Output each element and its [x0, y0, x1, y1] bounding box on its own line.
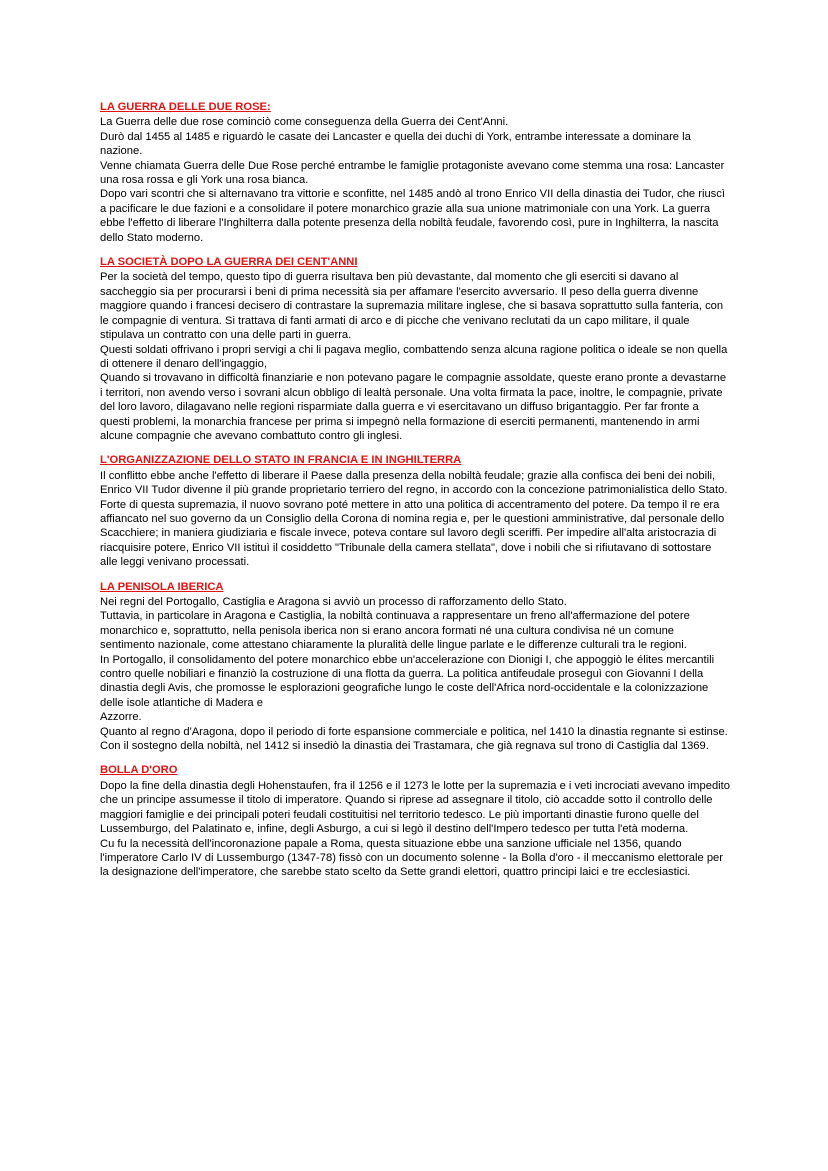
section-societa-dopo-guerra [100, 255, 730, 443]
document-page [100, 100, 730, 890]
paragraph: Tuttavia, in particolare in Aragona e Castiglia, la nobiltà continuava a rappresentare un freno all'affermazione del potere monarchico e, soprattutto, nella penisola iberica non si erano ancora formati né una cultura condivisa né un comune sentimento nazionale, come attestano chiaramente la pluralità delle lingue parlate e le differenze culturali tra le regioni. [100, 610, 690, 652]
section-bolla-doro [100, 763, 730, 879]
paragraph: Dopo la fine della dinastia degli Hohenstaufen, fra il 1256 e il 1273 le lotte per la supremazia e i veti incrociati avevano impedito che un principe assumesse il titolo di imperatore. Quando si riprese ad assegnare il titolo, ciò accadde sotto il controllo delle maggiori famiglie e dei principali poteri feudali costituitisi nel territorio tedesco. Le più importanti dinastie furono quelle del Lussemburgo, del Palatinato e, infine, degli Asburgo, a cui si legò il destino dell'Impero tedesco per tutta l'età moderna. [100, 779, 730, 836]
section-heading: LA GUERRA DELLE DUE ROSE: [100, 101, 271, 113]
paragraph: Quanto al regno d'Aragona, dopo il periodo di forte espansione commerciale e politica, nel 1410 la dinastia regnante si estinse. Con il sostegno della nobiltà, nel 1412 si insediò la dinastia dei Trastamara, che già regnava sul trono di Castiglia dal 1369. [100, 725, 728, 753]
section-guerra-due-rose [100, 100, 730, 245]
paragraph: Per la società del tempo, questo tipo di guerra risultava ben più devastante, dal momento che gli eserciti si davano al saccheggio sia per procurarsi i beni di prima necessità sia per affamare l'esercito avversario. Il peso della guerra divenne maggiore quando i francesi decisero di contrastare la supremazia militare inglese, che si basava soprattutto sulla fanteria, con le compagnie di ventura. Si trattava di fanti armati di arco e di picche che venivano reclutati da un capo militare, il quale stipulava un contratto con una delle parti in guerra. [100, 271, 724, 342]
paragraph: Azzorre. [100, 711, 142, 724]
paragraph: Venne chiamata Guerra delle Due Rose perché entrambe le famiglie protagoniste avevano come stemma una rosa: Lancaster una rosa rossa e gli York una rosa bianca. [100, 159, 725, 187]
paragraph: Il conflitto ebbe anche l'effetto di liberare il Paese dalla presenza della nobiltà feudale; grazie alla confisca dei beni dei nobili, Enrico VII Tudor divenne il più grande proprietario terriero del regno, in accordo con la concezione patrimonialistica dello Stato. [100, 469, 728, 497]
section-heading: L'ORGANIZZAZIONE DELLO STATO IN FRANCIA E IN INGHILTERRA [100, 454, 462, 467]
paragraph: Nei regni del Portogallo, Castiglia e Aragona si avviò un processo di rafforzamento dello Stato. [100, 596, 567, 608]
paragraph: La Guerra delle due rose cominciò come conseguenza della Guerra dei Cent'Anni. [100, 116, 509, 129]
section-organizzazione-stato [100, 453, 730, 569]
paragraph: Durò dal 1455 al 1485 e riguardò le casate dei Lancaster e quella dei duchi di York, entrambe interessate a dominare la nazione. [100, 130, 691, 158]
paragraph: In Portogallo, il consolidamento del potere monarchico ebbe un'accelerazione con Dionigi I, che appoggiò le élites mercantili contro quelle nobiliari e finanziò la costruzione di una flotta da guerra. La politica antifeudale proseguì con Giovanni I della dinastia degli Avis, che promosse le esplorazioni geografiche lungo le coste dell'Africa nord-occidentale e la colonizzazione delle isole atlantiche di Madera e [100, 653, 715, 709]
section-heading: LA PENISOLA IBERICA [100, 580, 224, 593]
paragraph: Questi soldati offrivano i propri servigi a chi li pagava meglio, combattendo senza alcuna ragione politica o ideale se non quella di ottenere il denaro dell'ingaggio, [100, 343, 728, 370]
paragraph: Dopo vari scontri che si alternavano tra vittorie e sconfitte, nel 1485 andò al trono Enrico VII della dinastia dei Tudor, che riuscì a pacificare le due fazioni e a consolidare il potere monarchico grazie alla sua unione matrimoniale con una York. La guerra ebbe l'effetto di liberare l'Inghilterra dalla potente presenza della nobiltà feudale, favorendo così, pure in Inghilterra, la nascita dello Stato moderno. [100, 188, 725, 244]
section-penisola-iberica [100, 580, 730, 754]
section-heading: LA SOCIETÀ DOPO LA GUERRA DEI CENT'ANNI [100, 256, 358, 269]
paragraph: Cu fu la necessità dell'incoronazione papale a Roma, questa situazione ebbe una sanzione ufficiale nel 1356, quando l'imperatore Carlo IV di Lussemburgo (1347-78) fissò con un documento solenne - la Bolla d'oro - il meccanismo elettorale per la designazione dell'imperatore, che sarebbe stato scelto da Sette grandi elettori, quattro principi laici e tre ecclesiastici. [100, 837, 724, 879]
section-heading: BOLLA D'ORO [100, 764, 178, 777]
paragraph: Quando si trovavano in difficoltà finanziarie e non potevano pagare le compagnie assoldate, queste erano pronte a devastarne i territori, non avendo verso i sovrani alcun obbligo di lealtà personale. Una volta firmata la pace, inoltre, le compagnie, private del loro lavoro, dilagavano nelle regioni risparmiate dalla guerra e vi esercitavano un diffuso brigantaggio. Per far fronte a questi problemi, la monarchia francese per prima si impegnò nella formazione di eserciti permanenti, mantenendo in armi alcune compagnie che avevano combattuto contro gli inglesi. [100, 372, 727, 442]
paragraph: Forte di questa supremazia, il nuovo sovrano poté mettere in atto una politica di accentramento del potere. Da tempo il re era affiancato nel suo governo da un Consiglio della Corona di nomina regia e, per le questioni amministrative, dal personale dello Scacchiere; in maniera giudiziaria e fiscale invece, poteva contare sul lavoro degli sceriffi. Per impedire all'alta aristocrazia di riacquisire potere, Enrico VII istituì il cosiddetto "Tribunale della camera stellata", dove i nobili che si rifiutavano di sottostare alle leggi venivano processati. [100, 498, 725, 569]
